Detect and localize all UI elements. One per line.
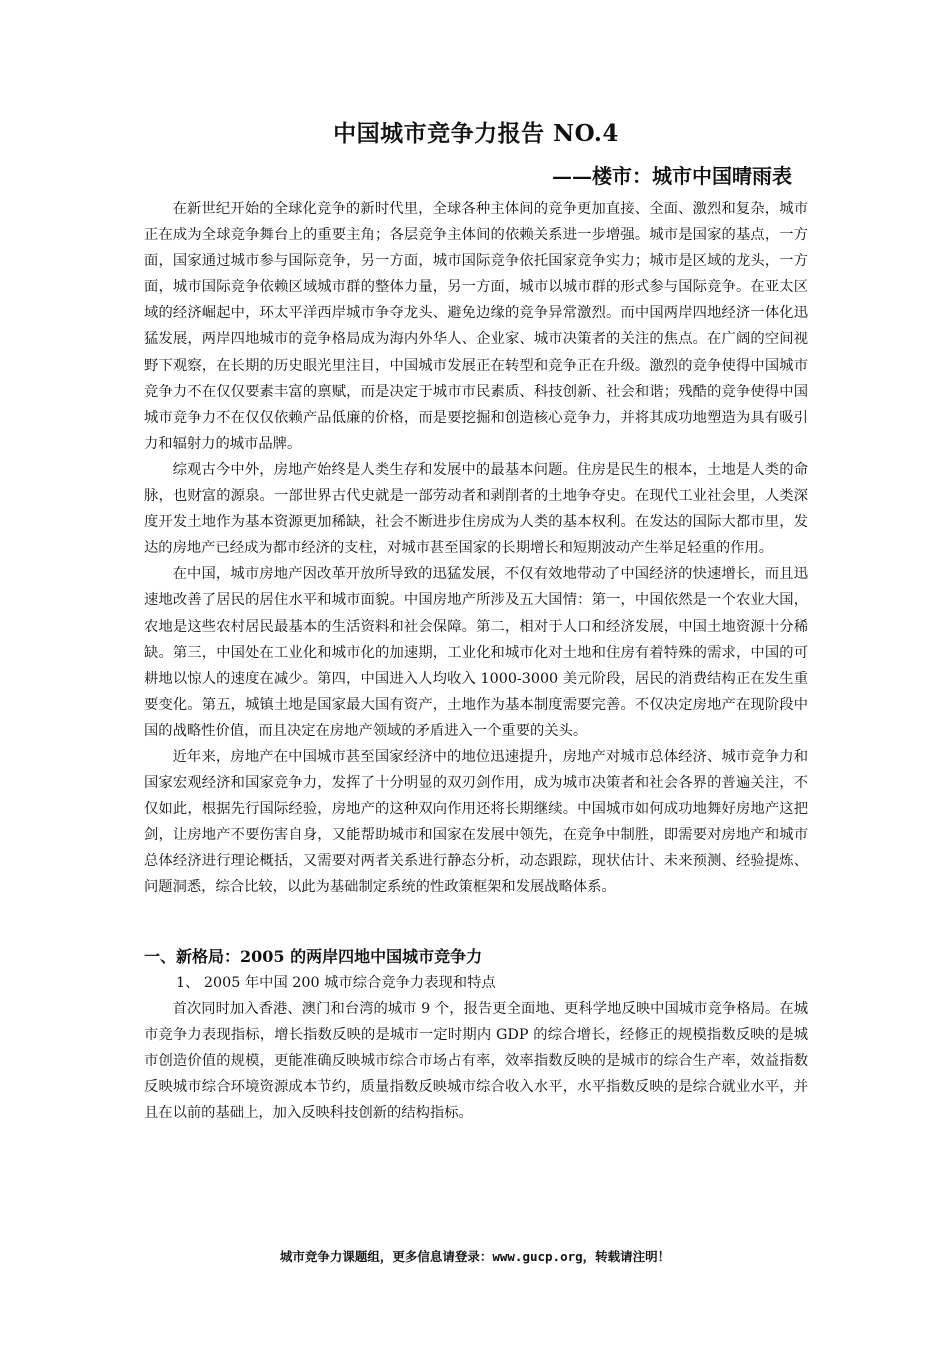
intro-paragraph-2: 综观古今中外，房地产始终是人类生存和发展中的最基本问题。住房是民生的根本，土地是人类的命脉，也财富的源泉。一部世界古代史就是一部劳动者和剥削者的土地争夺史。在现代工业社会里，人类深度开发土地作为基本资源更加稀缺，社会不断进步住房成为人类的基本权利。在发达的国际大都市里，发达的房地产已经成为都市经济的支柱，对城市甚至国家的长期增长和短期波动产生举足轻重的作用。 bbox=[144, 461, 808, 557]
intro-paragraph-1: 在新世纪开始的全球化竞争的新时代里，全球各种主体间的竞争更加直接、全面、激烈和复杂，城市正在成为全球竞争舞台上的重要主角；各层竞争主体间的依赖关系进一步增强。城市是国家的基点，一方面，国家通过城市参与国际竞争，另一方面，城市国际竞争依托国家竞争实力；城市是区域的龙头，一方面，城市国际竞争依赖区域城市群的整体力量，另一方面，城市以城市群的形式参与国际竞争。在亚太区域的经济崛起中，环太平洋西岸城市争夺龙头、避免边缘的竞争异常激烈。而中国两岸四地经济一体化迅猛发展，两岸四地城市的竞争格局成为海内外华人、企业家、城市决策者的关注的焦点。在广阔的空间视野下观察，在长期的历史眼光里注目，中国城市发展正在转型和竞争正在升级。激烈的竞争使得中国城市竞争力不在仅仅要素丰富的禀赋，而是决定于城市市民素质、科技创新、社会和谐；残酷的竞争使得中国城市竞争力不在仅仅依赖产品低廉的价格，而是要挖掘和创造核心竞争力，并将其成功地塑造为具有吸引力和辐射力的城市品牌。 bbox=[144, 201, 808, 452]
subsection-heading: 1、 2005 年中国 200 城市综合竞争力表现和特点 bbox=[176, 974, 496, 991]
document-title: 中国城市竞争力报告 NO.4 bbox=[333, 120, 619, 147]
document-subtitle: ——楼市：城市中国晴雨表 bbox=[552, 164, 792, 188]
intro-paragraph-3: 在中国，城市房地产因改革开放所导致的迅猛发展，不仅有效地带动了中国经济的快速增长，而且迅速地改善了居民的居住水平和城市面貌。中国房地产所涉及五大国情：第一，中国依然是一个农业大国，农地是这些农村居民最基本的生活资料和社会保障。第二，相对于人口和经济发展，中国土地资源十分稀缺。第三，中国处在工业化和城市化的加速期，工业化和城市化对土地和住房有着特殊的需求，中国的可耕地以惊人的速度在减少。第四，中国进入人均收入 1000-3000 美元阶段，居民的消费结构正在发生重要变化。第五，城镇土地是国家最大国有资产，土地作为基本制度需要完善。不仅决定房地产在现阶段中国的战略性价值，而且决定在房地产领域的矛盾进入一个重要的关头。 bbox=[144, 566, 808, 739]
section-paragraph: 首次同时加入香港、澳门和台湾的城市 9 个，报告更全面地、更科学地反映中国城市竞争格局。在城市竞争力表现指标，增长指数反映的是城市一定时期内 GDP 的综合增长，经修正的规模指数反映的是城市创造价值的规模，更能准确反映城市综合市场占有率，效率指数反映的是城市的综合生产率，效益指数反映城市综合环境资源成本节约，质量指数反映城市综合收入水平，水平指数反映的是综合就业水平，并且在以前的基础上，加入反映科技创新的结构指标。 bbox=[144, 1000, 808, 1121]
page-footer: 城市竞争力课题组，更多信息请登录：www.gucp.org，转载请注明！ bbox=[279, 1249, 671, 1264]
intro-paragraph-4: 近年来，房地产在中国城市甚至国家经济中的地位迅速提升，房地产对城市总体经济、城市竞争力和国家宏观经济和国家竞争力，发挥了十分明显的双刃剑作用，成为城市决策者和社会各界的普遍关注，不仅如此，根据先行国际经验，房地产的这种双向作用还将长期继续。中国城市如何成功地舞好房地产这把剑，让房地产不要伤害自身，又能帮助城市和国家在发展中领先，在竞争中制胜，即需要对房地产和城市总体经济进行理论概括，又需要对两者关系进行静态分析，动态跟踪，现状估计、未来预测、经验提炼、问题洞悉，综合比较，以此为基础制定系统的性政策框架和发展战略体系。 bbox=[144, 748, 808, 896]
section-heading: 一、新格局：2005 的两岸四地中国城市竞争力 bbox=[144, 946, 483, 966]
document-body bbox=[144, 118, 808, 1126]
